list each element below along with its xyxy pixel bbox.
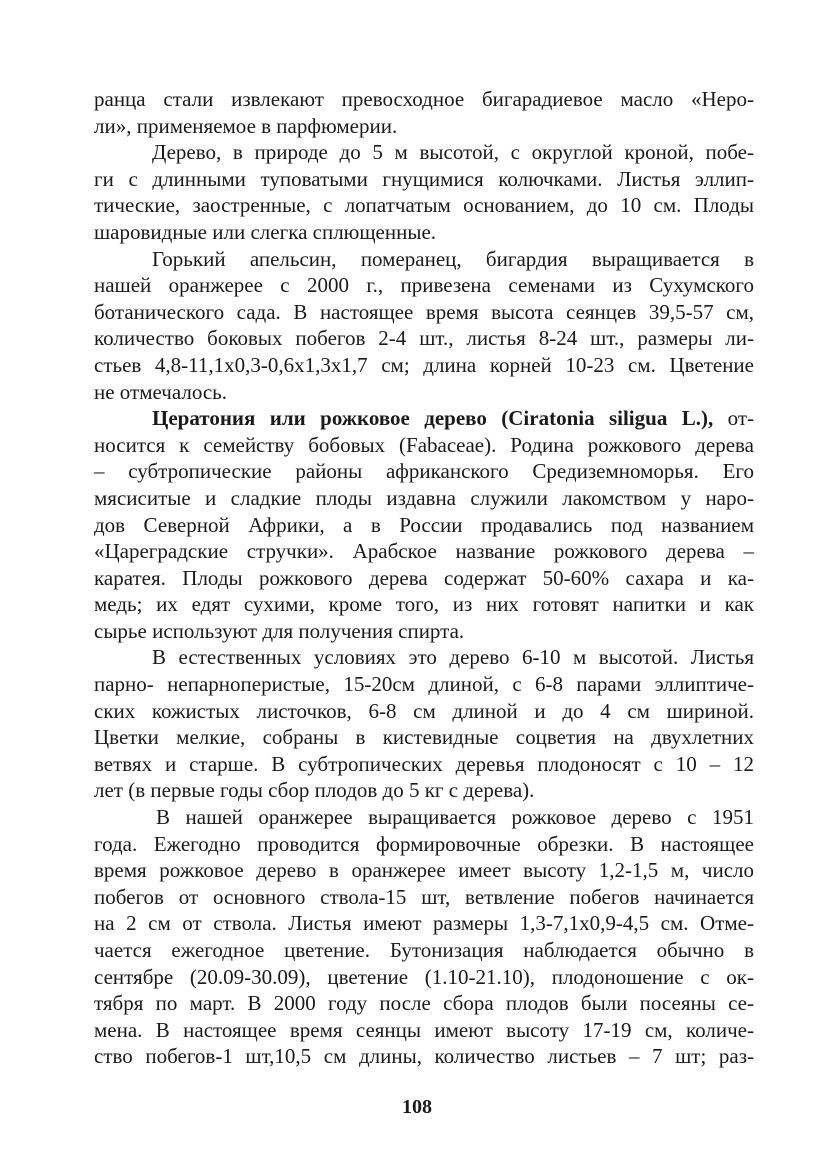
text-line-rest: от-: [713, 406, 754, 431]
text-line: Горький апельсин, померанец, бигардия выращивается в: [152, 246, 754, 271]
document-body: [94, 86, 754, 1070]
paragraph-4: [94, 405, 754, 644]
paragraph-3: [94, 246, 754, 406]
page-number: 108: [402, 1096, 432, 1118]
text-line: [94, 405, 754, 432]
bold-heading: Цератония или рожковое дерево (Ciratonia siligua L.),: [152, 406, 714, 431]
text-line: года. Ежегодно проводится формировочные обрезки. В настоящее: [94, 831, 754, 856]
text-line: дов Северной Африки, а в России продавались под названием: [94, 512, 754, 537]
text-line: нашей оранжерее с 2000 г., привезена семенами из Сухумского: [94, 273, 754, 298]
text-line: мена. В настоящее время сеянцы имеют высоту 17-19 см, количе-: [94, 1017, 754, 1042]
text-line: не отмечалось.: [94, 379, 228, 404]
text-line: ских кожистых листочков, 6-8 см длиной и до 4 см шириной.: [94, 698, 754, 723]
text-line: стьев 4,8-11,1х0,3-0,6х1,3х1,7 см; длина корней 10-23 см. Цветение: [94, 352, 754, 377]
text-line: шаровидные или слегка сплющенные.: [94, 219, 437, 244]
text-line: мясиситые и сладкие плоды издавна служили лакомством у наро-: [94, 485, 754, 510]
text-line: чается ежегодное цветение. Бутонизация наблюдается обычно в: [94, 938, 754, 962]
text-line: сентябре (20.09-30.09), цветение (1.10-21.10), плодоношение с ок-: [94, 964, 754, 989]
text-line: ботанического сада. В настоящее время высота сеянцев 39,5-57 см,: [94, 299, 754, 324]
text-line: тября по март. В 2000 году после сбора плодов были посеяны се-: [94, 991, 754, 1016]
text-line: тические, заостренные, с лопатчатым основанием, до 10 см. Плоды: [94, 193, 754, 218]
text-line: ли», применяемое в парфюмерии.: [94, 113, 398, 138]
text-line: носится к семейству бобовых (Fabaceae). Родина рожкового дерева: [94, 432, 754, 457]
text-line: сырье используют для получения спирта.: [94, 618, 465, 643]
paragraph-5: [94, 644, 754, 804]
text-line: лет (в первые годы сбор плодов до 5 кг с дерева).: [94, 778, 535, 803]
text-line: – субтропические районы африканского Средиземноморья. Его: [94, 459, 754, 484]
text-line: ветвях и старше. В субтропических деревья плодоносят с 10 – 12: [94, 751, 754, 776]
text-line: время рожковое дерево в оранжерее имеет высоту 1,2-1,5 м, число: [94, 858, 754, 883]
text-line: Дерево, в природе до 5 м высотой, с округлой кроной, побе-: [152, 140, 754, 165]
text-line: «Цареградские стручки». Арабское название рожкового дерева –: [94, 539, 754, 564]
paragraph-1: [94, 86, 754, 139]
text-line: ство побегов-1 шт,10,5 см длины, количество листьев – 7 шт; раз-: [94, 1044, 754, 1069]
text-line: каратея. Плоды рожкового дерева содержат 50-60% сахара и ка-: [94, 565, 754, 590]
text-line: количество боковых побегов 2-4 шт., листья 8-24 шт., размеры ли-: [94, 326, 754, 351]
paragraph-6: [94, 804, 754, 1070]
text-line: ранца стали извлекают превосходное бигарадиевое масло «Неро-: [94, 87, 754, 111]
text-line: Цветки мелкие, собраны в кистевидные соцветия на двухлетних: [94, 725, 754, 750]
text-line: В нашей оранжерее выращивается рожковое дерево с 1951: [156, 805, 754, 830]
text-line: на 2 см от ствола. Листья имеют размеры 1,3-7,1х0,9-4,5 см. Отме-: [94, 911, 754, 936]
text-line: побегов от основного ствола-15 шт, ветвление побегов начинается: [94, 884, 754, 909]
text-line: ги с длинными туповатыми гнущимися колючками. Листья эллип-: [94, 166, 754, 191]
text-line: В естественных условиях это дерево 6-10 м высотой. Листья: [152, 645, 754, 670]
text-line: парно- непарноперистые, 15-20см длиной, с 6-8 парами эллиптиче-: [94, 672, 754, 697]
text-line: медь; их едят сухими, кроме того, из них готовят напитки и как: [94, 592, 754, 617]
paragraph-2: [94, 139, 754, 245]
